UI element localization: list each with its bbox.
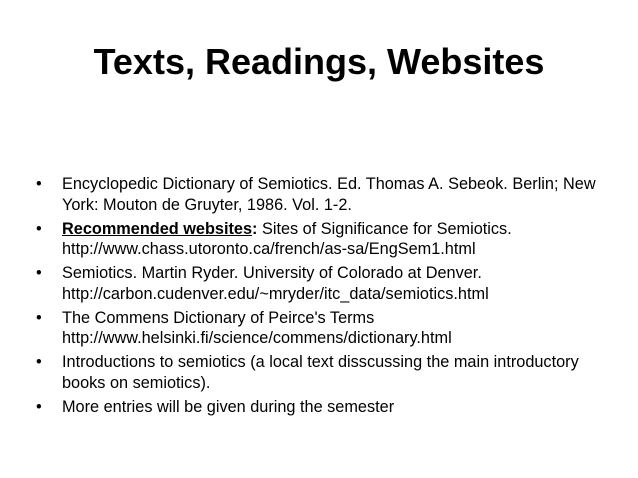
list-item [36, 308, 606, 349]
bullet-list [36, 174, 606, 421]
url-text: http://carbon.cudenver.edu/~mryder/itc_data/semiotics.html [62, 284, 489, 303]
bullet-icon: • [36, 175, 42, 193]
item-text: books on semiotics). [62, 373, 211, 392]
bullet-icon: • [36, 397, 42, 416]
bullet-icon: • [36, 264, 42, 282]
url-text: http://www.helsinki.fi/science/commens/dictionary.html [62, 329, 452, 347]
list-item [36, 263, 606, 304]
list-item [36, 352, 606, 393]
bullet-icon: • [36, 219, 42, 238]
item-text: More entries will be given during the semester [62, 397, 395, 416]
link-colon: : [252, 219, 258, 238]
item-text: Semiotics. Martin Ryder. University of Colorado at Denver. [62, 264, 482, 282]
bullet-icon: • [36, 308, 42, 327]
list-item [36, 174, 606, 215]
item-text: Encyclopedic Dictionary of Semiotics. Ed. Thomas A. Sebeok. Berlin; New [62, 175, 596, 193]
recommended-websites-link[interactable]: Recommended websites [62, 219, 253, 238]
slide-title: Texts, Readings, Websites [93, 41, 545, 82]
item-text: Introductions to semiotics (a local text disscussing the main introductory [62, 353, 579, 371]
item-text: York: Mouton de Gruyter, 1986. Vol. 1-2. [62, 195, 352, 214]
item-text: Sites of Significance for Semiotics. [257, 219, 512, 238]
bullet-icon: • [36, 353, 42, 371]
url-text: http://www.chass.utoronto.ca/french/as-sa/EngSem1.html [62, 240, 476, 258]
list-item [36, 397, 606, 418]
item-text: The Commens Dictionary of Peirce's Terms [62, 308, 375, 327]
list-item [36, 219, 606, 260]
